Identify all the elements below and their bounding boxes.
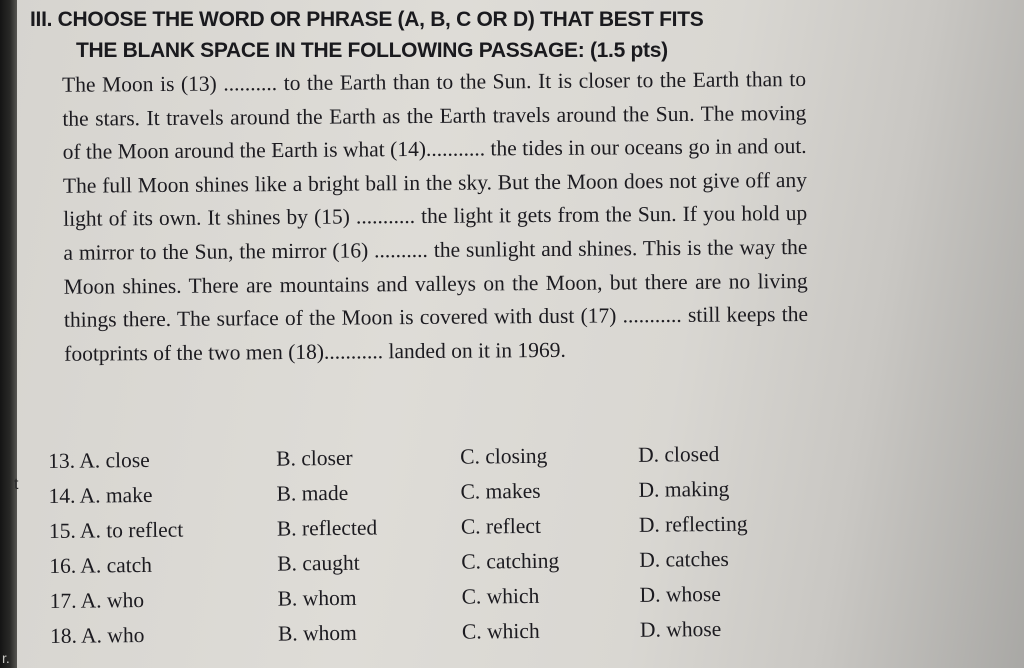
option-c: C. which (461, 618, 540, 644)
option-a: 15. A. to reflect (48, 517, 184, 543)
section-heading (30, 4, 820, 66)
option-c: C. makes (460, 478, 541, 504)
option-d: D. reflecting (638, 511, 748, 537)
option-a: 16. A. catch (49, 552, 153, 578)
option-c: C. catching (461, 548, 560, 574)
corner-mark: r. (2, 650, 10, 666)
passage-text: The Moon is (13) .......... to the Earth than to the Sun. It is closer to the Earth than to the stars. It travels around the Earth as the Earth travels around the Sun. The moving of the Moon around the Earth is what (14)........... the tides in our oceans go in and out. The full Moon shines like a bright ball in the sky. But the Moon does not give off any light of its own. It shines by (15) ........... the light it gets from the Sun. If you hold up a mirror to the Sun, the mirror (16) .......... the sunlight and shines. This is the way the Moon shines. There are mountains and valleys on the Moon, but there are no living things there. The surface of the Moon is covered with dust (17) ........... still keeps the footprints of the two men (18)........... landed on it in 1969. (62, 66, 809, 366)
option-a: 13. A. close (48, 447, 150, 473)
option-c: C. which (461, 583, 540, 609)
heading-line-1: III. CHOOSE THE WORD OR PHRASE (A, B, C OR D) THAT BEST FITS (30, 8, 704, 31)
margin-mark: t (14, 476, 19, 493)
option-d: D. making (638, 476, 730, 502)
option-b: B. whom (277, 620, 357, 646)
option-a: 14. A. make (48, 482, 153, 508)
option-d: D. whose (639, 581, 721, 607)
option-a: 17. A. who (49, 588, 145, 613)
option-d: D. catches (639, 546, 729, 572)
option-b: B. made (276, 480, 349, 506)
option-d: D. whose (639, 616, 722, 642)
option-b: B. reflected (276, 515, 378, 541)
option-b: B. caught (277, 550, 360, 576)
option-c: C. reflect (460, 513, 542, 539)
option-b: B. whom (277, 585, 357, 611)
reading-passage (34, 63, 808, 371)
answer-options (48, 436, 810, 654)
option-d: D. closed (638, 441, 720, 467)
option-a: 18. A. who (49, 623, 145, 648)
question-row-18 (50, 611, 810, 654)
option-b: B. closer (276, 445, 353, 471)
dark-page-edge (0, 0, 17, 668)
option-c: C. closing (460, 443, 548, 469)
heading-line-2: THE BLANK SPACE IN THE FOLLOWING PASSAGE: (1.5 pts) (76, 39, 668, 62)
